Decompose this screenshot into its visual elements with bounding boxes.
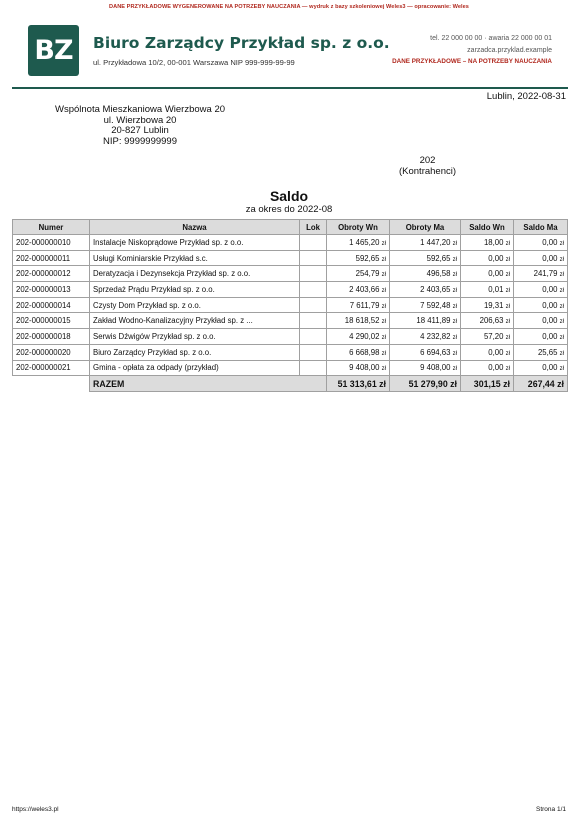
cell-obroty-ma (390, 250, 461, 266)
cell-nazwa: Usługi Kominiarskie Przykład s.c. (90, 250, 300, 266)
cell-lok (300, 313, 327, 329)
total-row (13, 376, 568, 392)
cell-numer: 202-000000014 (13, 297, 90, 313)
table-row (13, 344, 568, 360)
cell-saldo-ma-value: 25,65 (537, 347, 558, 357)
table-row (13, 329, 568, 345)
cell-obroty-ma (390, 360, 461, 376)
currency-label: zł (452, 366, 457, 373)
currency-label: zł (381, 272, 386, 279)
currency-label: zł (505, 350, 510, 357)
company-contact (392, 33, 552, 68)
page-number: Strona 1/1 (536, 806, 566, 813)
cell-obroty-wn-value: 18 618,52 (344, 316, 380, 326)
cell-lok (300, 344, 327, 360)
document-period: za okres do 2022-08 (245, 204, 333, 215)
column-header-obroty-ma: Obroty Ma (390, 220, 461, 235)
currency-label: zł (452, 303, 457, 310)
recipient-name: Wspólnota Mieszkaniowa Wierzbowa 20 (55, 104, 226, 115)
cell-lok (300, 297, 327, 313)
cell-saldo-wn-value: 57,20 (483, 331, 504, 341)
cell-lok (300, 329, 327, 345)
cell-saldo-ma (514, 344, 568, 360)
cell-obroty-wn (327, 282, 390, 298)
company-address: ul. Przykładowa 10/2, 00-001 Warszawa NIP 999-999-99-99 (93, 58, 295, 67)
cell-obroty-ma (390, 329, 461, 345)
cell-saldo-wn (461, 313, 514, 329)
cell-lok (300, 250, 327, 266)
currency-label: zł (505, 303, 510, 310)
cell-obroty-ma (390, 235, 461, 251)
cell-numer: 202-000000021 (13, 360, 90, 376)
cell-saldo-wn (461, 282, 514, 298)
table-row (13, 266, 568, 282)
total-label: RAZEM (90, 376, 327, 392)
cell-obroty-ma-value: 7 592,48 (420, 300, 451, 310)
cell-obroty-wn (327, 329, 390, 345)
cell-saldo-wn (461, 360, 514, 376)
cell-saldo-wn-value: 18,00 (483, 237, 504, 247)
cell-obroty-ma-value: 4 232,82 (420, 331, 451, 341)
cell-nazwa: Sprzedaż Prądu Przykład sp. z o.o. (90, 282, 300, 298)
currency-label: zł (452, 240, 457, 247)
cell-saldo-ma (514, 282, 568, 298)
total-obroty-ma: 51 279,90 zł (390, 376, 461, 392)
cell-numer: 202-000000018 (13, 329, 90, 345)
cell-obroty-wn-value: 7 611,79 (349, 300, 380, 310)
total-saldo-wn: 301,15 zł (461, 376, 514, 392)
currency-label: zł (452, 334, 457, 341)
cell-saldo-wn-value: 0,00 (488, 347, 504, 357)
cell-saldo-wn-value: 0,01 (488, 284, 504, 294)
cell-saldo-ma-value: 0,00 (542, 363, 558, 373)
account-info (380, 156, 475, 177)
table-row (13, 360, 568, 376)
cell-obroty-wn-value: 592,65 (355, 253, 380, 263)
cell-saldo-ma (514, 250, 568, 266)
currency-label: zł (505, 240, 510, 247)
account-number: 202 (419, 155, 436, 166)
cell-obroty-wn-value: 9 408,00 (349, 363, 380, 373)
cell-obroty-wn-value: 2 403,66 (349, 284, 380, 294)
cell-obroty-ma (390, 297, 461, 313)
currency-label: zł (559, 287, 564, 294)
cell-saldo-ma (514, 297, 568, 313)
cell-saldo-wn-value: 19,31 (483, 300, 504, 310)
cell-saldo-ma-value: 0,00 (542, 316, 558, 326)
currency-label: zł (381, 287, 386, 294)
cell-nazwa: Instalacje Niskoprądowe Przykład sp. z o.o. (90, 235, 300, 251)
recipient-city: 20-827 Lublin (111, 125, 169, 136)
currency-label: zł (559, 272, 564, 279)
table-row (13, 250, 568, 266)
contact-note: DANE PRZYKŁADOWE – NA POTRZEBY NAUCZANIA (392, 58, 552, 65)
currency-label: zł (559, 303, 564, 310)
cell-obroty-wn-value: 254,79 (355, 269, 380, 279)
cell-obroty-ma-value: 592,65 (426, 253, 451, 263)
cell-obroty-wn-value: 6 668,98 (349, 347, 380, 357)
currency-label: zł (559, 366, 564, 373)
contact-website: zarzadca.przyklad.example (467, 46, 552, 54)
column-header-numer: Numer (13, 220, 90, 235)
cell-saldo-wn-value: 0,00 (488, 269, 504, 279)
company-logo: BZ (28, 25, 79, 76)
table-row (13, 235, 568, 251)
cell-saldo-ma-value: 241,79 (533, 269, 558, 279)
column-header-nazwa: Nazwa (90, 220, 300, 235)
currency-label: zł (505, 256, 510, 263)
total-obroty-wn: 51 313,61 zł (327, 376, 390, 392)
currency-label: zł (559, 350, 564, 357)
table-row (13, 297, 568, 313)
cell-nazwa: Czysty Dom Przykład sp. z o.o. (90, 297, 300, 313)
currency-label: zł (381, 366, 386, 373)
cell-lok (300, 235, 327, 251)
cell-saldo-ma (514, 360, 568, 376)
cell-obroty-ma (390, 313, 461, 329)
column-header-saldo-wn: Saldo Wn (461, 220, 514, 235)
currency-label: zł (559, 240, 564, 247)
cell-numer: 202-000000013 (13, 282, 90, 298)
cell-obroty-wn-value: 1 465,20 (349, 237, 380, 247)
cell-obroty-wn (327, 297, 390, 313)
cell-nazwa: Deratyzacja i Dezynsekcja Przykład sp. z o.o. (90, 266, 300, 282)
currency-label: zł (381, 256, 386, 263)
currency-label: zł (505, 272, 510, 279)
cell-saldo-ma (514, 266, 568, 282)
cell-obroty-ma (390, 266, 461, 282)
cell-obroty-ma-value: 1 447,20 (420, 237, 451, 247)
column-header-obroty-wn: Obroty Wn (327, 220, 390, 235)
cell-saldo-wn-value: 0,00 (488, 253, 504, 263)
currency-label: zł (452, 256, 457, 263)
cell-saldo-wn (461, 329, 514, 345)
cell-saldo-ma (514, 235, 568, 251)
table-header-row (13, 220, 568, 235)
currency-label: zł (505, 287, 510, 294)
recipient-address (55, 105, 225, 147)
total-blank-cell (13, 376, 90, 392)
cell-nazwa: Gmina - opłata za odpady (przykład) (90, 360, 300, 376)
currency-label: zł (559, 334, 564, 341)
column-header-saldo-ma: Saldo Ma (514, 220, 568, 235)
cell-obroty-wn (327, 250, 390, 266)
cell-obroty-wn (327, 313, 390, 329)
currency-label: zł (559, 319, 564, 326)
cell-saldo-ma-value: 0,00 (542, 284, 558, 294)
currency-label: zł (505, 334, 510, 341)
cell-obroty-wn-value: 4 290,02 (349, 331, 380, 341)
currency-label: zł (452, 272, 457, 279)
cell-nazwa: Zakład Wodno-Kanalizacyjny Przykład sp. z ... (90, 313, 300, 329)
recipient-street: ul. Wierzbowa 20 (103, 114, 177, 126)
cell-saldo-ma (514, 313, 568, 329)
sample-data-banner: DANE PRZYKŁADOWE WYGENEROWANE NA POTRZEBY NAUCZANIA — wydruk z bazy szkoleniowej Weles3 — opracowanie: Weles (109, 4, 469, 10)
cell-obroty-ma (390, 344, 461, 360)
cell-obroty-ma-value: 496,58 (426, 269, 451, 279)
currency-label: zł (381, 319, 386, 326)
cell-numer: 202-000000015 (13, 313, 90, 329)
currency-label: zł (452, 287, 457, 294)
cell-saldo-wn-value: 206,63 (479, 316, 504, 326)
cell-obroty-ma-value: 6 694,63 (420, 347, 451, 357)
cell-obroty-ma-value: 2 403,65 (420, 284, 451, 294)
cell-saldo-ma-value: 0,00 (542, 237, 558, 247)
company-name: Biuro Zarządcy Przykład sp. z o.o. (93, 34, 390, 52)
cell-saldo-wn (461, 250, 514, 266)
cell-obroty-ma-value: 9 408,00 (420, 363, 451, 373)
recipient-nip: NIP: 9999999999 (103, 135, 177, 147)
cell-nazwa: Biuro Zarządcy Przykład sp. z o.o. (90, 344, 300, 360)
table-row (13, 282, 568, 298)
cell-lok (300, 266, 327, 282)
column-header-lok: Lok (300, 220, 327, 235)
currency-label: zł (505, 366, 510, 373)
account-name: (Kontrahenci) (398, 165, 457, 177)
cell-obroty-ma (390, 282, 461, 298)
cell-numer: 202-000000010 (13, 235, 90, 251)
currency-label: zł (452, 319, 457, 326)
cell-saldo-wn (461, 297, 514, 313)
cell-obroty-wn (327, 235, 390, 251)
cell-saldo-ma (514, 329, 568, 345)
currency-label: zł (505, 319, 510, 326)
cell-saldo-wn (461, 344, 514, 360)
cell-saldo-ma-value: 0,00 (542, 253, 558, 263)
cell-saldo-wn-value: 0,00 (488, 363, 504, 373)
header-divider (12, 87, 568, 89)
cell-lok (300, 360, 327, 376)
currency-label: zł (381, 334, 386, 341)
cell-numer: 202-000000012 (13, 266, 90, 282)
contact-phone: tel. 22 000 00 00 · awaria 22 000 00 01 (430, 35, 552, 42)
place-and-date: Lublin, 2022-08-31 (486, 91, 566, 102)
currency-label: zł (381, 350, 386, 357)
cell-obroty-wn (327, 266, 390, 282)
document-title: Saldo (269, 188, 309, 204)
cell-saldo-ma-value: 0,00 (542, 331, 558, 341)
cell-numer: 202-000000020 (13, 344, 90, 360)
cell-saldo-wn (461, 266, 514, 282)
currency-label: zł (452, 350, 457, 357)
cell-saldo-ma-value: 0,00 (542, 300, 558, 310)
cell-numer: 202-000000011 (13, 250, 90, 266)
table-row (13, 313, 568, 329)
footer-url: https://weles3.pl (12, 806, 59, 813)
table-body (13, 235, 568, 376)
cell-obroty-wn (327, 360, 390, 376)
balance-table (12, 219, 568, 392)
currency-label: zł (381, 303, 386, 310)
cell-lok (300, 282, 327, 298)
total-saldo-ma: 267,44 zł (514, 376, 568, 392)
cell-obroty-ma-value: 18 411,89 (416, 316, 451, 326)
cell-saldo-wn (461, 235, 514, 251)
cell-obroty-wn (327, 344, 390, 360)
currency-label: zł (559, 256, 564, 263)
currency-label: zł (381, 240, 386, 247)
cell-nazwa: Serwis Dźwigów Przykład sp. z o.o. (90, 329, 300, 345)
